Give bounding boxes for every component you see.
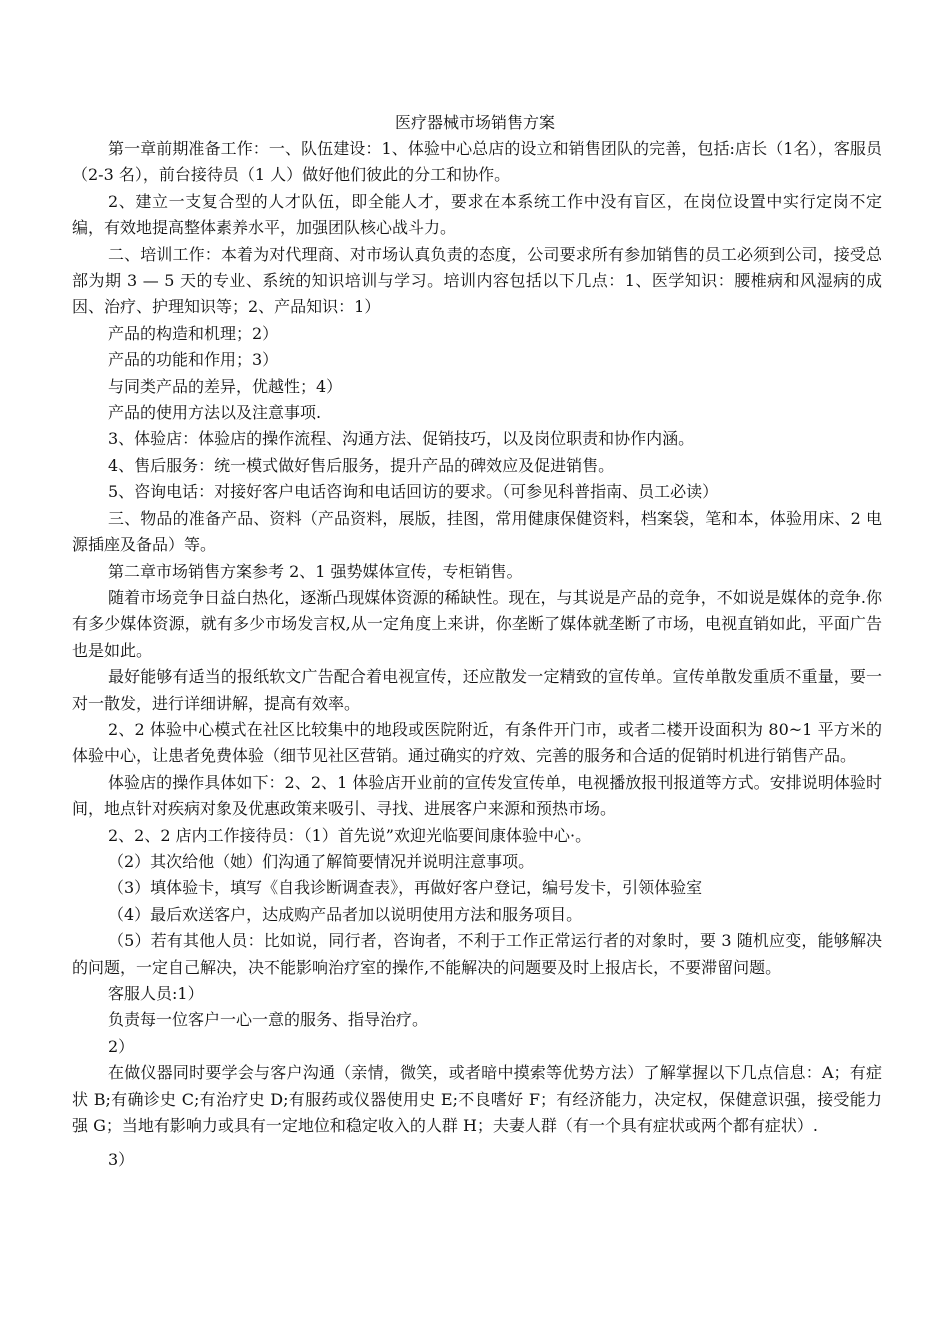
- paragraph: 随着市场竞争日益白热化，逐渐凸现媒体资源的稀缺性。现在，与其说是产品的竞争，不如说是媒体的竞争.你有多少媒体资源，就有多少市场发言权,从一定角度上来讲，你垄断了媒体就垄断了市场，电视直销如此，平面广告也是如此。: [72, 587, 882, 660]
- paragraph: 负责每一位客户一心一意的服务、指导治疗。: [108, 1010, 429, 1030]
- paragraph: 最好能够有适当的报纸软文广告配合着电视宣传，还应散发一定精致的宣传单。宣传单散发重质不重量，要一对一散发，进行详细讲解，提高有效率。: [72, 667, 882, 713]
- paragraph: 与同类产品的差异，优越性；4）: [108, 376, 343, 396]
- spacer: [72, 1139, 882, 1147]
- paragraph: （2）其次给他（她）们沟通了解简要情况并说明注意事项。: [108, 851, 535, 871]
- paragraph: 4、售后服务：统一模式做好售后服务，提升产品的碑效应及促进销售。: [108, 455, 615, 475]
- paragraph: 二、培训工作：本着为对代理商、对市场认真负责的态度，公司要求所有参加销售的员工必须到公司，接受总部为期 3 — 5 天的专业、系统的知识培训与学习。培训内容包括以下几点：1、医学知识：腰椎病和风湿病的成因、治疗、护理知识等；2、产品知识：1）: [72, 244, 882, 317]
- paragraph: 客服人员:1）: [108, 984, 204, 1003]
- paragraph: 3、体验店：体验店的操作流程、沟通方法、促销技巧，以及岗位职责和协作内涵。: [108, 429, 695, 449]
- paragraph: （4）最后欢送客户，达成购产品者加以说明使用方法和服务项目。: [108, 904, 583, 924]
- paragraph: 5、咨询电话：对接好客户电话咨询和电话回访的要求。（可参见科普指南、员工必读）: [108, 482, 719, 502]
- paragraph: 三、物品的准备产品、资料（产品资料，展版，挂图，常用健康保健资料，档案袋，笔和本，体验用床、2 电源插座及备品）等。: [72, 508, 882, 555]
- document-body: [72, 136, 882, 1174]
- paragraph: 产品的构造和机理；2）: [108, 323, 279, 343]
- paragraph: 第一章前期准备工作：一、队伍建设：1、体验中心总店的设立和销售团队的完善，包括:店长（1名），客服员（2-3 名），前台接待员（1 人）做好他们彼此的分工和协作。: [72, 139, 882, 185]
- document-title: 医疗器械市场销售方案: [394, 113, 555, 132]
- paragraph: （3）填体验卡，填写《自我诊断调查表》，再做好客户登记，编号发卡，引领体验室: [108, 878, 703, 898]
- paragraph: 2）: [108, 1036, 135, 1056]
- paragraph: 体验店的操作具体如下：2、2、1 体验店开业前的宣传发宣传单，电视播放报刊报道等方式。安排说明体验时间，地点针对疾病对象及优惠政策来吸引、寻找、进展客户来源和预热市场。: [72, 772, 882, 819]
- paragraph: 2、建立一支复合型的人才队伍，即全能人才，要求在本系统工作中没有盲区，在岗位设置中实行定岗不定编，有效地提高整体素养水平，加强团队核心战斗力。: [72, 191, 882, 238]
- paragraph: 产品的功能和作用；3）: [108, 350, 279, 370]
- paragraph: 3）: [108, 1150, 135, 1170]
- paragraph: 第二章市场销售方案参考 2、1 强势媒体宣传，专柜销售。: [108, 561, 523, 581]
- paragraph: 2、2 体验中心模式在社区比较集中的地段或医院附近，有条件开门市，或者二楼开设面积为 80~1 平方米的体验中心，让患者免费体验（细节见社区营销。通过确实的疗效、完善的服务和合适的促销时机进行销售产品。: [72, 719, 882, 766]
- paragraph: 产品的使用方法以及注意事项.: [108, 403, 322, 423]
- paragraph: （5）若有其他人员：比如说，同行者，咨询者，不利于工作正常运行者的对象时，要 3 随机应变，能够解决的问题，一定自己解决，决不能影响治疗室的操作,不能解决的问题要及时上报店长，不要滞留问题。: [72, 931, 882, 977]
- paragraph: 在做仪器同时要学会与客户沟通（亲情，微笑，或者暗中摸索等优势方法）了解掌握以下几点信息：A；有症状 B;有确诊史 C;有治疗史 D;有服药或仪器使用史 E;不良嗜好 F；有经济能力，决定权，保健意识强，接受能力强 G；当地有影响力或具有一定地位和稳定收入的人群 H；夫妻人群（有一个具有症状或两个都有症状）.: [72, 1063, 882, 1136]
- paragraph: 2、2、2 店内工作接待员：（1）首先说”欢迎光临要间康体验中心·。: [108, 825, 592, 845]
